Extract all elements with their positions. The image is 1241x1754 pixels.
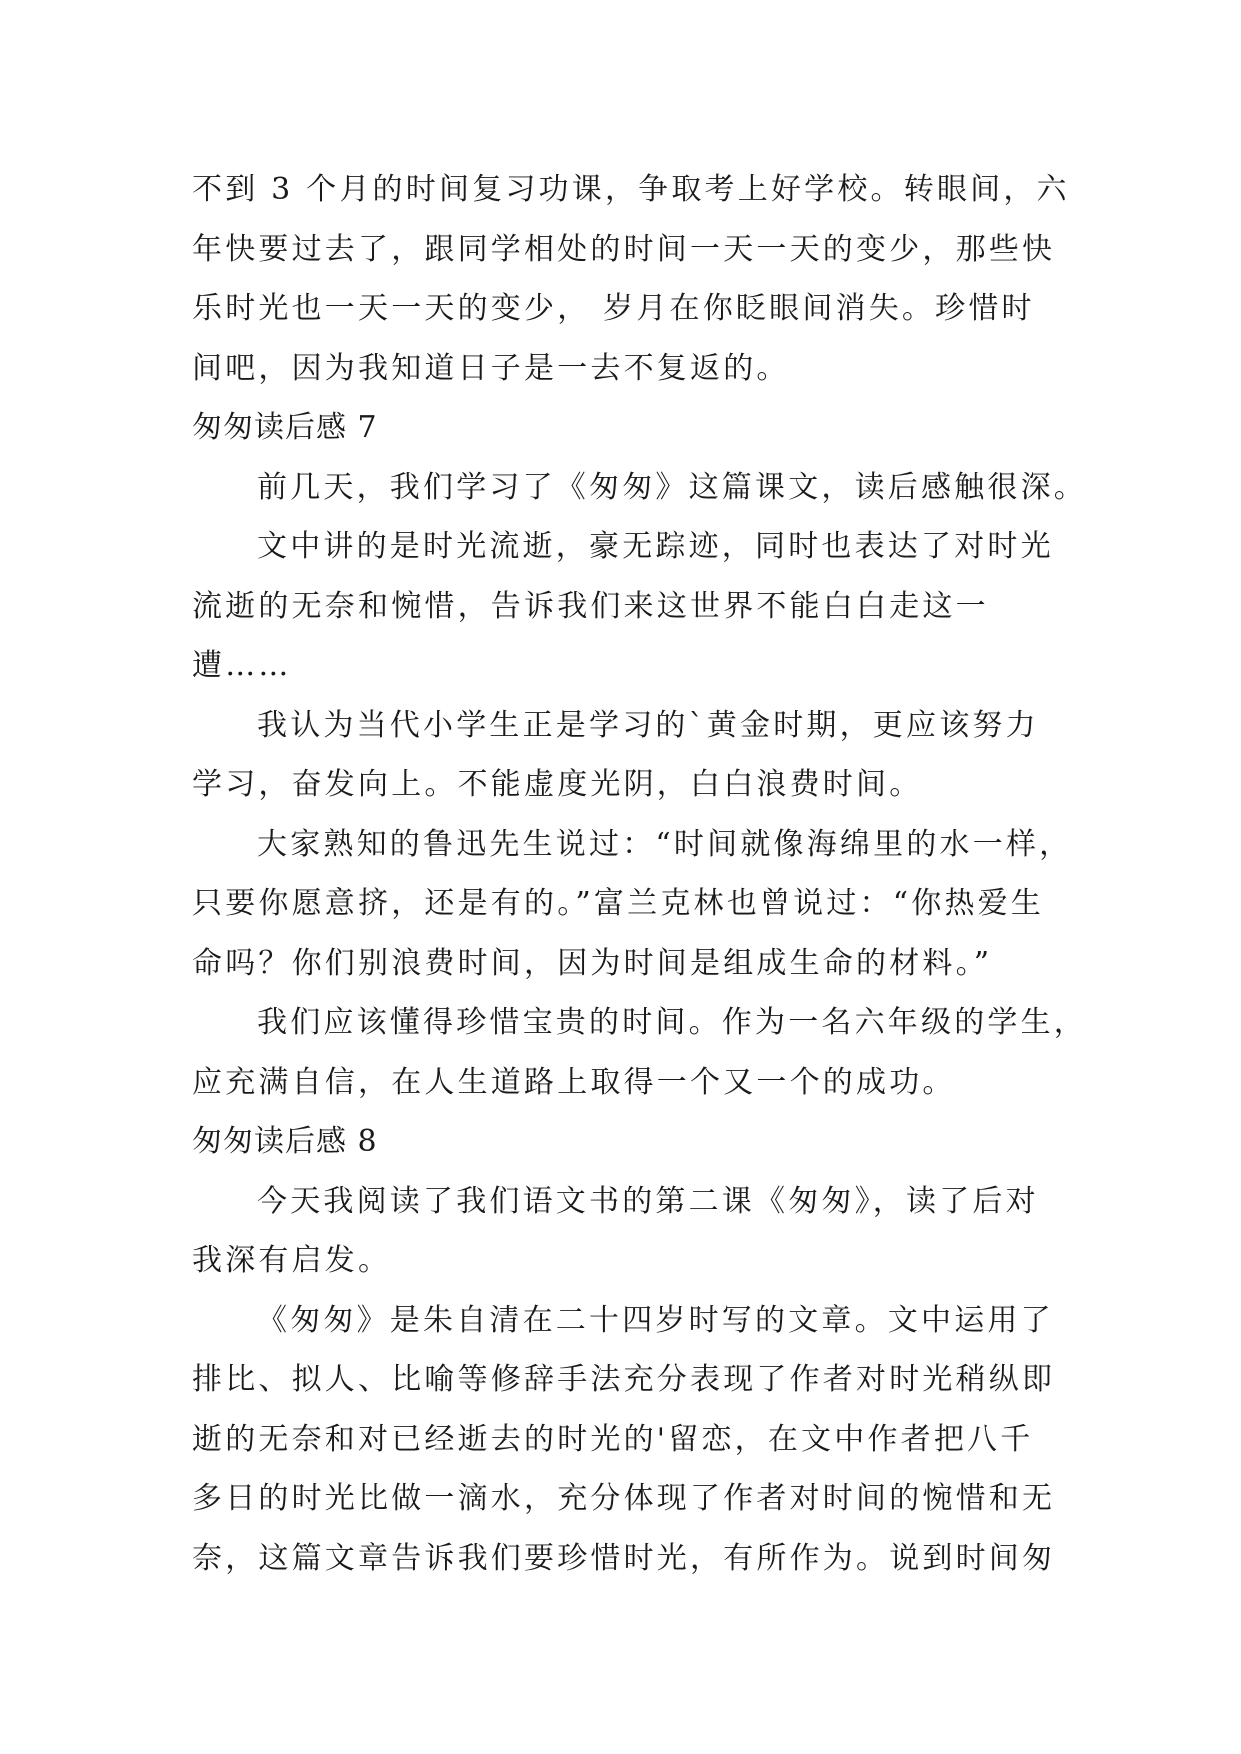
paragraph-first-line: 我认为当代小学生正是学习的`黄金时期，更应该努力 [257,707,1039,743]
text-line: 逝的无奈和对已经逝去的时光的'留恋，在文中作者把八千 [192,1421,1034,1457]
text-line: 间吧，因为我知道日子是一去不复返的。 [192,350,790,386]
paragraph-first-line: 《匆匆》是朱自清在二十四岁时写的文章。文中运用了 [257,1302,1054,1338]
paragraph-first-line: 今天我阅读了我们语文书的第二课《匆匆》，读了后对 [257,1183,1039,1219]
section-heading: 匆匆读后感 8 [192,1124,378,1159]
text-line: 年快要过去了，跟同学相处的时间一天一天的变少，那些快 [192,231,1056,267]
text-line: 只要你愿意挤，还是有的。”富兰克林也曾说过：“你热爱生 [192,886,1045,921]
document-page [192,160,1087,1588]
text-line: 奈，这篇文章告诉我们要珍惜时光，有所作为。说到时间匆 [192,1540,1056,1576]
text-line: 应充满自信，在人生道路上取得一个又一个的成功。 [192,1064,956,1100]
paragraph-first-line: 我们应该懂得珍惜宝贵的时间。作为一名六年级的学生， [257,1005,1087,1040]
text-line: 学习，奋发向上。不能虚度光阴，白白浪费时间。 [192,767,923,802]
paragraph-first-line: 文中讲的是时光流逝，豪无踪迹，同时也表达了对时光 [257,529,1054,564]
text-line: 流逝的无奈和惋惜，告诉我们来这世界不能白白走这一 [192,588,989,624]
text-line: 遭…… [192,648,292,683]
text-line: 乐时光也一天一天的变少， 岁月在你眨眼间消失。珍惜时 [192,291,1035,326]
paragraph-first-line: 大家熟知的鲁迅先生说过：“时间就像海绵里的水一样， [257,826,1073,862]
text-line: 我深有启发。 [192,1243,392,1278]
section-heading: 匆匆读后感 7 [192,410,378,445]
text-line: 不到 3 个月的时间复习功课，争取考上好学校。转眼间，六 [192,172,1070,207]
paragraph-first-line: 前几天，我们学习了《匆匆》这篇课文，读后感触很深。 [257,469,1087,505]
text-line: 多日的时光比做一滴水，充分体现了作者对时间的惋惜和无 [192,1481,1056,1516]
text-line: 命吗？你们别浪费时间，因为时间是组成生命的材料。” [192,945,993,981]
text-line: 排比、拟人、比喻等修辞手法充分表现了作者对时光稍纵即 [192,1362,1056,1397]
